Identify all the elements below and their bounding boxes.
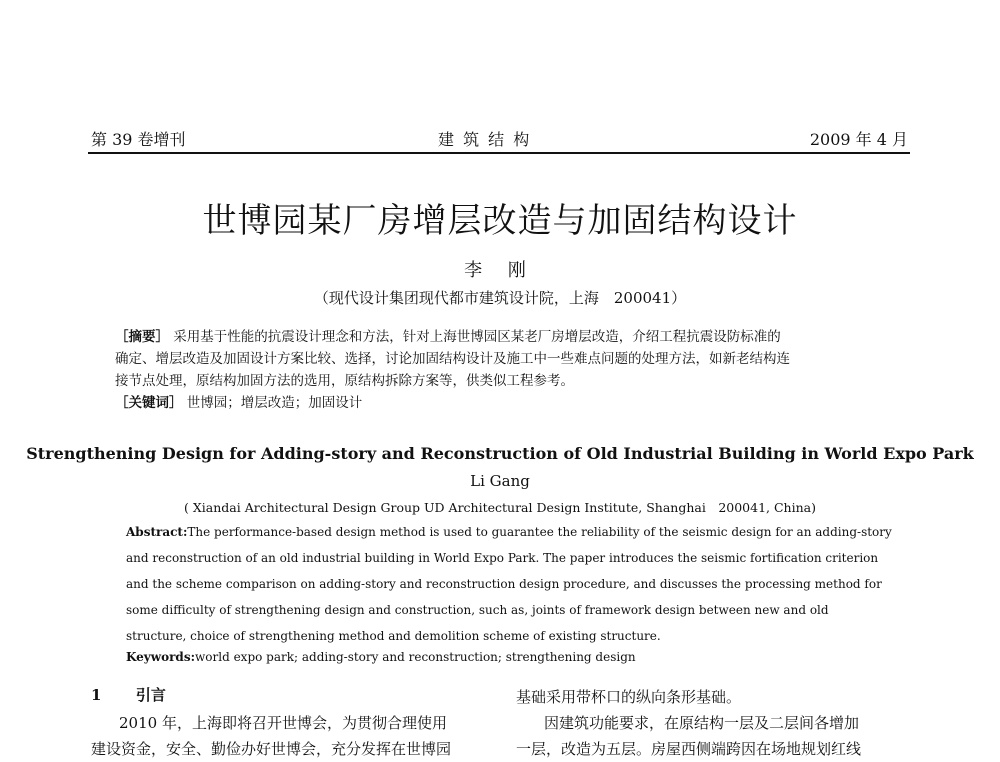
keywords-cn-text: 世博园；增层改造；加固设计 <box>186 395 363 411</box>
section-heading <box>91 684 166 705</box>
header-rule <box>88 152 910 154</box>
body-line: 2010 年，上海即将召开世博会，为贯彻合理使用 <box>119 714 447 732</box>
abstract-en-line: some difficulty of strengthening design and construction, such as, joints of framework design between new and old <box>126 603 829 617</box>
abstract-cn-line: 确定、增层改造及加固设计方案比较、选择，讨论加固结构设计及施工中一些难点问题的处理方法，如新老结构连 <box>115 351 790 367</box>
body-column-right <box>516 684 861 762</box>
abstract-en-line: structure, choice of strengthening method and demolition scheme of existing structure. <box>126 629 661 643</box>
abstract-en <box>126 519 892 649</box>
author-cn: 李 刚 <box>464 260 536 281</box>
body-line: 一层，改造为五层。房屋西侧端跨因在场地规划红线 <box>516 740 862 758</box>
journal-volume: 第 39 卷增刊 <box>91 130 186 149</box>
body-line: 因建筑功能要求，在原结构一层及二层间各增加 <box>544 714 860 732</box>
affiliation-cn: （现代设计集团现代都市建筑设计院，上海 200041） <box>313 289 687 307</box>
body-column-left <box>91 710 451 762</box>
keywords-en <box>126 650 636 664</box>
abstract-cn-label: ［摘要］ <box>115 329 169 345</box>
abstract-cn-line: 采用基于性能的抗震设计理念和方法，针对上海世博园区某老厂房增层改造，介绍工程抗震设防标准的 <box>173 329 781 345</box>
paper-title-cn: 世博园某厂房增层改造与加固结构设计 <box>202 201 798 241</box>
abstract-en-line: The performance-based design method is used to guarantee the reliability of the seismic design for an adding-story <box>187 525 892 539</box>
author-en: Li Gang <box>470 472 530 490</box>
keywords-en-text: world expo park; adding-story and reconstruction; strengthening design <box>195 650 636 664</box>
abstract-cn-line: 接节点处理，原结构加固方法的选用，原结构拆除方案等，供类似工程参考。 <box>115 373 574 389</box>
abstract-cn <box>115 326 885 414</box>
journal-name: 建 筑 结 构 <box>438 130 532 149</box>
body-line: 建设资金，安全、勤俭办好世博会，充分发挥在世博园 <box>91 740 452 758</box>
keywords-en-label: Keywords: <box>126 650 196 664</box>
affiliation-en: ( Xiandai Architectural Design Group UD Architectural Design Institute, Shanghai 200041, China) <box>184 500 816 515</box>
abstract-en-line: and reconstruction of an old industrial building in World Expo Park. The paper introduces the seismic fortification criterion <box>126 551 879 565</box>
keywords-cn-label: ［关键词］ <box>115 395 183 411</box>
body-line: 基础采用带杯口的纵向条形基础。 <box>516 688 742 706</box>
paper-title-en: Strengthening Design for Adding-story and Reconstruction of Old Industrial Building in World Expo Park <box>26 444 974 463</box>
journal-date: 2009 年 4 月 <box>809 130 908 149</box>
abstract-en-label: Abstract: <box>126 525 188 539</box>
section-number: 1 <box>91 686 102 704</box>
abstract-en-line: and the scheme comparison on adding-story and reconstruction design procedure, and discusses the processing method for <box>126 577 882 591</box>
section-title: 引言 <box>135 686 166 704</box>
